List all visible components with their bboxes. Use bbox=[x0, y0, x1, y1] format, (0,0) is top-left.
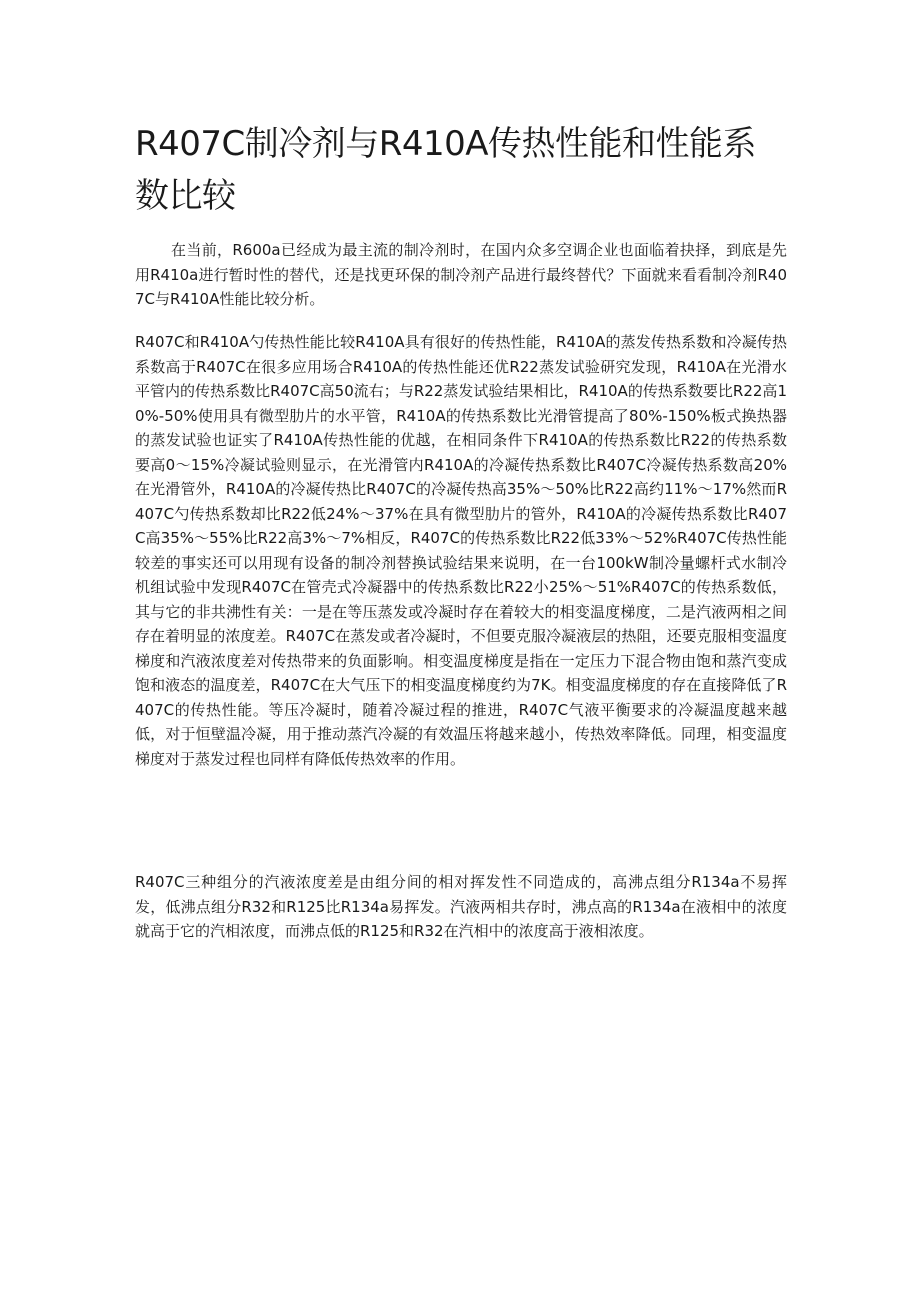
paragraph-heat-transfer-comparison: R407C和R410A勺传热性能比较R410A具有很好的传热性能，R410A的蒸发传热系数和冷凝传热系数高于R407C在很多应用场合R410A的传热性能还优R22蒸发试验研究发现，R410A在光滑水平管内的传热系数比R407C高50流右；与R22蒸发试验结果相比，R410A的传热系数要比R22高10%-50%使用具有微型肋片的水平管，R410A的传热系数比光滑管提高了80%-150%板式换热器的蒸发试验也证实了R410A传热性能的优越，在相同条件下R410A的传热系数比R22的传热系数要高0～15%冷凝试验则显示，在光滑管内R410A的冷凝传热系数比R407C冷凝传热系数高20%在光滑管外，R410A的冷凝传热比R407C的冷凝传热高35%～50%比R22高约11%～17%然而R407C勺传热系数却比R22低24%～37%在具有微型肋片的管外，R410A的冷凝传热系数比R407C高35%～55%比R22高3%～7%相反，R407C的传热系数比R22低33%～52%R407C传热性能较差的事实还可以用现有设备的制冷剂替换试验结果来说明，在一台100kW制冷量螺杆式水制冷机组试验中发现R407C在管壳式冷凝器中的传热系数比R22小25%～51%R407C的传热系数低，其与它的非共沸性有关：一是在等压蒸发或冷凝时存在着较大的相变温度梯度，二是汽液两相之间存在着明显的浓度差。R407C在蒸发或者冷凝时，不但要克服冷凝液层的热阻，还要克服相变温度梯度和汽液浓度差对传热带来的负面影响。相变温度梯度是指在一定压力下混合物由饱和蒸汽变成饱和液态的温度差，R407C在大气压下的相变温度梯度约为7K。相变温度梯度的存在直接降低了R407C的传热性能。等压冷凝时，随着冷凝过程的推进，R407C气液平衡要求的冷凝温度越来越低，对于恒壁温冷凝，用于推动蒸汽冷凝的有效温压将越来越小，传热效率降低。同理，相变温度梯度对于蒸发过程也同样有降低传热效率的作用。 bbox=[135, 333, 787, 768]
paragraph-concentration-difference: R407C三种组分的汽液浓度差是由组分间的相对挥发性不同造成的，高沸点组分R134a不易挥发，低沸点组分R32和R125比R134a易挥发。汽液两相共存时，沸点高的R134a在液相中的浓度就高于它的汽相浓度，而沸点低的R125和R32在汽相中的浓度高于液相浓度。 bbox=[135, 873, 787, 940]
paragraph-intro: 在当前，R600a已经成为最主流的制冷剂时，在国内众多空调企业也面临着抉择，到底是先用R410a进行暂时性的替代，还是找更环保的制冷剂产品进行最终替代？下面就来看看制冷剂R407C与R410A性能比较分析。 bbox=[135, 241, 787, 308]
document-title: R407C制冷剂与R410A传热性能和性能系数比较 bbox=[135, 124, 757, 216]
